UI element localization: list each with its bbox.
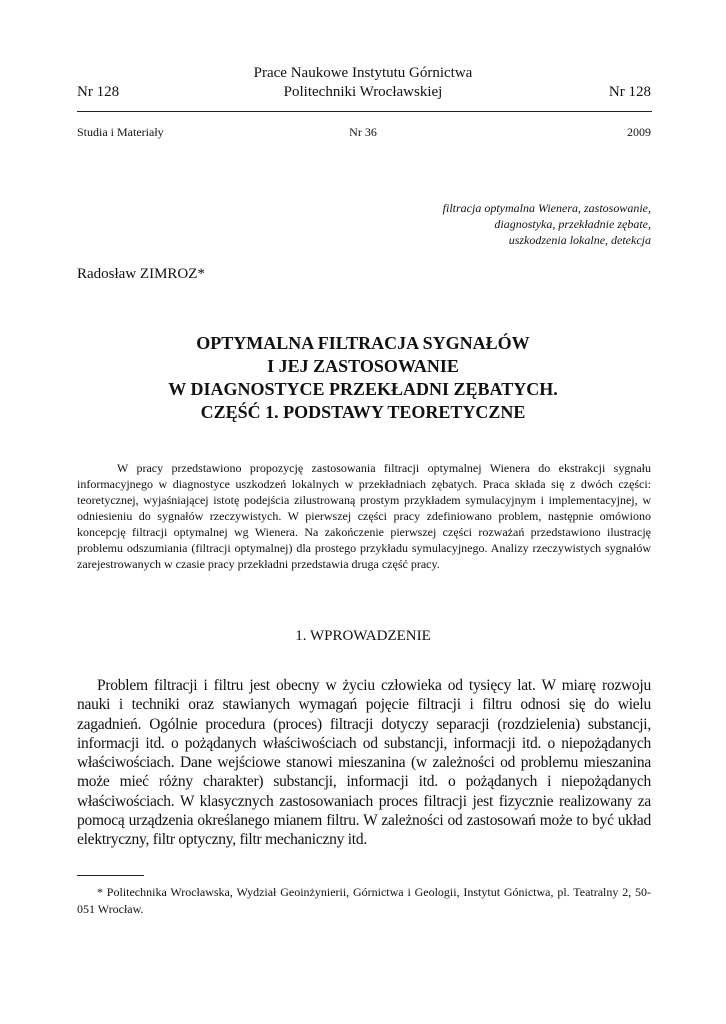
keywords-line2: diagnostyka, przekładnie zębate, [494, 217, 651, 231]
paper-title-line2: I JEJ ZASTOSOWANIE [267, 356, 459, 376]
keywords-line1: filtracja optymalna Wienera, zastosowanie, [442, 201, 651, 215]
keywords [443, 200, 651, 248]
body-paragraph: Problem filtracji i filtru jest obecny w życiu człowieka od tysięcy lat. W miarę rozwoju nauki i techniki oraz stawianych wymagań pojęcie filtracji i filtru odnosi się do wielu zagadnień. Ogólnie procedura (proces) filtracji dotyczy separacji (rozdzielenia) substancji, informacji itd. o pożądanych właściwościach od substancji, informacji itd. o niepożądanych właściwościach. Dane wejściowe stanowi mieszanina (w zależności od problemu mieszanina może mieć różny charakter) substancji, informacji itd. o pożądanych i niepożądanych właściwościach. W klasycznych zastosowaniach proces filtracji jest fizycznie realizowany za pomocą urządzenia określanego mianem filtru. W zależności od zastosowań może to być układ elektryczny, filtr optyczny, filtr mechaniczny itd. [77, 677, 651, 849]
issue-number-right: Nr 128 [608, 84, 651, 100]
paper-title [0, 332, 726, 424]
keywords-line3: uszkodzenia lokalne, detekcja [508, 233, 651, 247]
footnote-rule [77, 875, 144, 876]
publication-year: 2009 [627, 125, 651, 139]
series-number: Nr 36 [349, 125, 377, 139]
header-rule [77, 111, 652, 112]
series-name: Studia i Materiały [77, 125, 164, 139]
issue-number-left: Nr 128 [77, 84, 120, 100]
paper-title-line4: CZĘŚĆ 1. PODSTAWY TEORETYCZNE [200, 402, 526, 422]
journal-title-line1: Prace Naukowe Instytutu Górnictwa [253, 65, 473, 81]
section-heading: 1. WPROWADZENIE [295, 628, 431, 644]
abstract: W pracy przedstawiono propozycję zastosowania filtracji optymalnej Wienera do ekstrakcji sygnału informacyjnego w diagnostyce uszkodzeń lokalnych w przekładniach zębatych. Praca składa się z dwóch części: teoretycznej, wyjaśniającej istotę podejścia zilustrowaną prostym przykładem symulacyjnym i implementacyjnej, w odniesieniu do sygnałów rzeczywistych. W pierwszej części pracy zdefiniowano problem, następnie omówiono koncepcję filtracji optymalnej wg Wienera. Na zakończenie pierwszej części rozważań przedstawiono ilustrację problemu odszumiania (filtracji optymalnej) dla prostego przykładu symulacyjnego. Analizy rzeczywistych sygnałów zarejestrowanych w czasie pracy przekładni przedstawia druga część pracy. [77, 461, 651, 571]
journal-title-line2: Politechniki Wrocławskiej [283, 84, 443, 100]
footnote: * Politechnika Wrocławska, Wydział Geoinżynierii, Górnictwa i Geologii, Instytut Gónictwa, pl. Teatralny 2, 50-051 Wrocław. [77, 885, 651, 916]
paper-title-line3: W DIAGNOSTYCE PRZEKŁADNI ZĘBATYCH. [168, 379, 558, 399]
paper-title-line1: OPTYMALNA FILTRACJA SYGNAŁÓW [196, 333, 530, 353]
author: Radosław ZIMROZ* [77, 266, 205, 282]
